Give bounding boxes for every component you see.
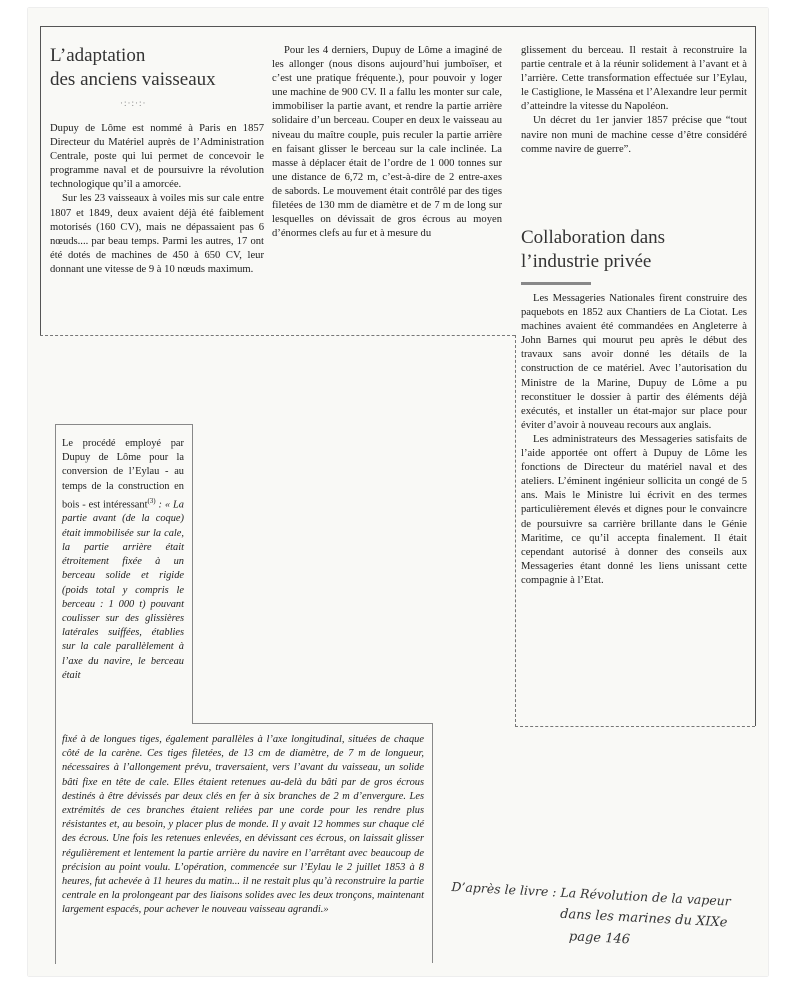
box-quote-start: : « La partie avant (de la coque) était immobilisée sur la cale, la partie arrière était étroitement fixée à un berceau solide et rigide (poids total y compris le berceau : 1 000 t) pouvant coulisser sur des glissières latérales suiffées, établies sur la cale parallèlement à l’axe du navire, le berceau était — [62, 499, 184, 681]
ornament: ·:·:·:· — [120, 98, 147, 108]
handwritten-line: D’après le livre : La Révolution de la vapeur — [451, 878, 732, 909]
handwritten-line: page 146 — [568, 929, 631, 948]
section1-column3 — [521, 44, 747, 157]
paragraph: glissement du berceau. Il restait à reconstruire la partie centrale et à la réunir solidement à l’avant et à l’arrière. Cette transformation effectuée sur l’Eylau, le Castiglione, le Masséna et l’Alexandre leur permit d’atteindre la vitesse du Napoléon. — [521, 45, 747, 113]
box-inner-rule — [192, 424, 193, 724]
section2-underline — [521, 282, 591, 285]
section2-body — [521, 292, 747, 588]
paragraph: Pour les 4 derniers, Dupuy de Lôme a imaginé de les allonger (nous disons aujourd’hui jumboïser, et c’est une pratique fréquente.), pour pouvoir y loger une machine de 900 CV. Il a fallu les monter sur cale, immobiliser la partie avant, et rendre la partie arrière solidaire d’un berceau. Couper en deux le vaisseau au niveau du maître couple, puis reculer la partie arrière en faisant glisser le berceau sur la cale inclinée. La masse à déplacer était de l’ordre de 1 000 tonnes sur une distance de 6,72 m, c’est-à-dire de 2 entre-axes de sabords. Le mouvement était contrôlé par des tiges filetées de 130 mm de diamètre et de 7 m de long sur lesquelles on dévissait de gros écrous au moyen d’énormes clefs au fur et à mesure du — [272, 45, 502, 240]
footnote-mark: (3) — [147, 496, 156, 505]
section1-column2 — [272, 44, 502, 241]
paragraph: Dupuy de Lôme est nommé à Paris en 1857 Directeur du Matériel auprès de l’Administration Centrale, poste qui lui permet de concevoir le programme naval et de poursuivre la révolution technologique qu’il a amorcée. — [50, 123, 264, 191]
paragraph: Les Messageries Nationales firent construire des paquebots en 1852 aux Chantiers de La Ciotat. Les machines avaient été commandées en Angleterre à John Barnes qui mourut peu après le début des travaux sans avoir donné les détails de la construction de ce matériel. Avec l’autorisation du Ministre de la Marine, Dupuy de Lôme a pu reconstituer le dossier à partir des éléments déjà exécutés, et installer un état-major sur place pour éviter d’avoir à nouveau recours aux anglais. — [521, 293, 747, 431]
section2-title-line1: Collaboration dans — [521, 227, 666, 248]
section1-title — [50, 44, 290, 92]
box-left-rule — [55, 424, 56, 964]
section-divider — [40, 335, 515, 336]
box-intro: Le procédé employé par Dupuy de Lôme pour la conversion de l’Eylau - au temps de la construction en bois - est intéressant — [62, 438, 184, 511]
box-quote-continued: fixé à de longues tiges, également parallèles à l’axe longitudinal, situées de chaque côté de la carène. Ces tiges filetées, de 13 cm de diamètre, de 7 m de longueur, nécessaires à l’allongement prévu, traversaient, vers l’avant du vaisseau, un solide bâti fixe en tête de cale. Elles étaient retenues au-delà du bâti par de gros écrous destinés à être dévissés par deux clés en fer à six branches de 2 m d’envergure. Les extrémités de ces branches étaient reliées par une corde pour les rendre plus résistantes et, au besoin, y placer plus de monde. Il y avait 12 hommes sur chaque clé des écrous. Une fois les retenues enlevées, en dévissant ces écrous, on laissait glisser régulièrement et lentement la partie arrière du navire en l’arrêtant avec beaucoup de précision au point voulu. L’opération, commencée sur l’Eylau le 2 juillet 1853 à 8 heures, fut achevée à 11 heures du matin... il ne restait plus qu’à reconstruire la partie centrale en la prolongeant par des liaisons solides avec les deux tronçons, maintenant largement espacés, pour achever le nouveau vaisseau agrandi.» — [62, 734, 424, 916]
box-quote-wide — [62, 733, 424, 918]
paragraph: Les administrateurs des Messageries satisfaits de l’aide apportée ont offert à Dupuy de Lôme les fonctions de Directeur du matériel naval et des ateliers. L’éminent ingénieur sollicita un congé de 5 ans. Mais le Ministre lui écrivit en des termes particulièrement élevés et dignes pour le convaincre de poursuivre sa carrière brillante dans le Génie Maritime, ce qu’il accepta finalement. Il était cependant autorisé à donner des conseils aux Messageries étant donné les liens unissant cette compagnie à l’Etat. — [521, 433, 747, 586]
box-quote-narrow — [62, 437, 184, 683]
frame-bottom-rule — [515, 726, 755, 727]
column-divider — [515, 335, 516, 727]
frame-top-rule — [40, 26, 755, 27]
frame-right-rule — [755, 26, 756, 726]
box-top-rule — [55, 424, 192, 425]
section2-title — [521, 226, 751, 274]
paragraph: Sur les 23 vaisseaux à voiles mis sur cale entre 1807 et 1849, deux avaient déjà été faiblement motorisés (160 CV), mais ne dépassaient pas 6 nœuds.... par beau temps. Parmi les autres, 17 ont été dotés de machines de 450 à 650 CV, leur donnant une vitesse de 9 à 10 nœuds maximum. — [50, 193, 264, 275]
paragraph: Un décret du 1er janvier 1857 précise que “tout navire non muni de machine cesse d’être considéré comme navire de guerre”. — [521, 115, 747, 155]
frame-left-rule — [40, 26, 41, 336]
box-step-rule — [192, 723, 432, 724]
box-right-rule — [432, 723, 433, 963]
section1-column1 — [50, 122, 264, 277]
section2-title-line2: l’industrie privée — [521, 251, 652, 272]
section1-title-line2: des anciens vaisseaux — [50, 69, 216, 90]
section1-title-line1: L’adaptation — [50, 45, 146, 66]
handwritten-line: dans les marines du XIXe — [559, 906, 728, 931]
